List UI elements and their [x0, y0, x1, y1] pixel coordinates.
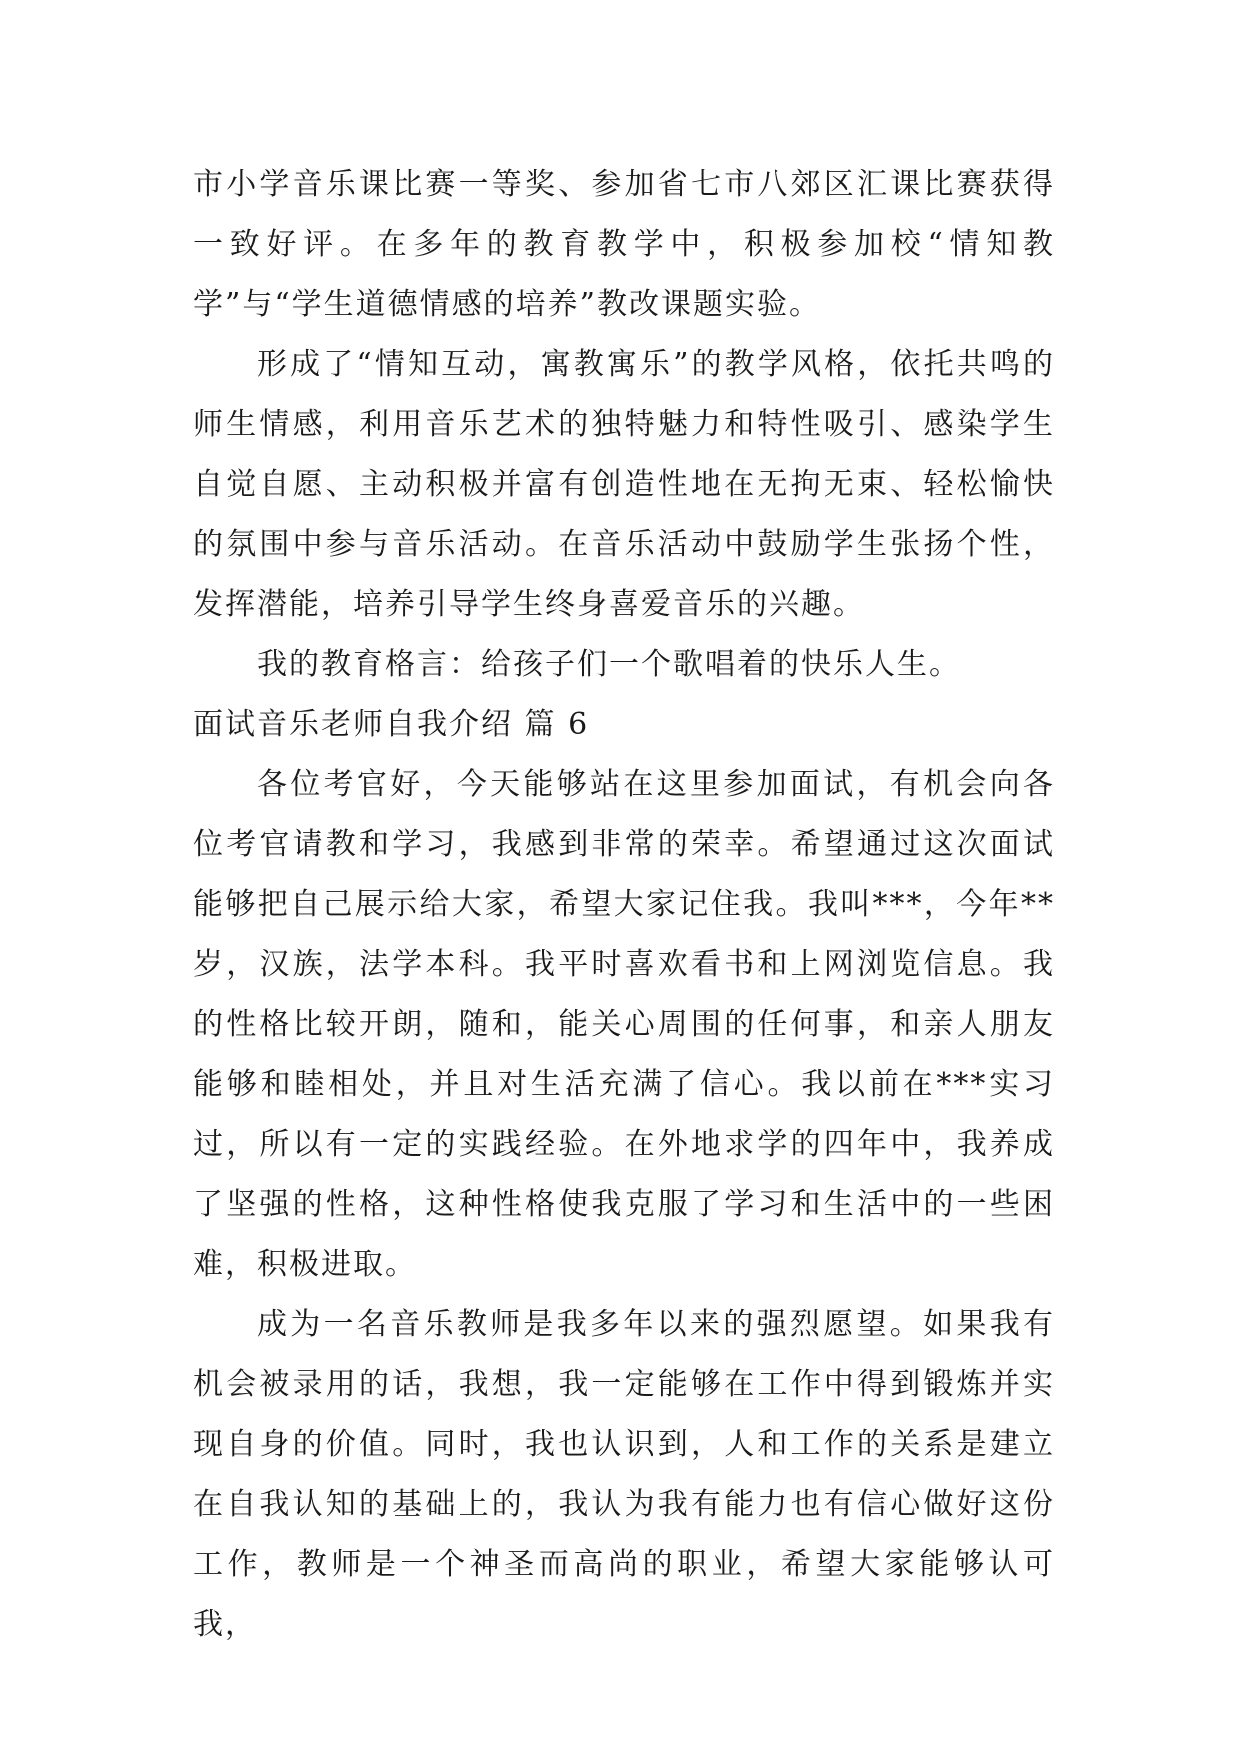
paragraph-motto: 我的教育格言：给孩子们一个歌唱着的快乐人生。 — [257, 647, 961, 682]
paragraph-teaching-style: 形成了“情知互动，寓教寓乐”的教学风格，依托共鸣的师生情感，利用音乐艺术的独特魅力和特性吸引、感染学生自觉自愿、主动积极并富有创造性地在无拘无束、轻松愉快的氛围中参与音乐活动。在音乐活动中鼓励学生张扬个性，发挥潜能，培养引导学生终身喜爱音乐的兴趣。 — [193, 347, 1055, 622]
paragraph-awards: 市小学音乐课比赛一等奖、参加省七市八郊区汇课比赛获得一致好评。在多年的教育教学中，积极参加校“情知教学”与“学生道德情感的培养”教改课题实验。 — [193, 167, 1055, 322]
paragraph-self-introduction: 各位考官好，今天能够站在这里参加面试，有机会向各位考官请教和学习，我感到非常的荣幸。希望通过这次面试能够把自己展示给大家，希望大家记住我。我叫***，今年**岁，汉族，法学本科。我平时喜欢看书和上网浏览信息。我的性格比较开朗，随和，能关心周围的任何事，和亲人朋友能够和睦相处，并且对生活充满了信心。我以前在***实习过，所以有一定的实践经验。在外地求学的四年中，我养成了坚强的性格，这种性格使我克服了学习和生活中的一些困难，积极进取。 — [193, 767, 1055, 1282]
section-heading: 面试音乐老师自我介绍 篇 6 — [193, 707, 590, 742]
paragraph-aspiration: 成为一名音乐教师是我多年以来的强烈愿望。如果我有机会被录用的话，我想，我一定能够在工作中得到锻炼并实现自身的价值。同时，我也认识到，人和工作的关系是建立在自我认知的基础上的，我认为我有能力也有信心做好这份工作，教师是一个神圣而高尚的职业，希望大家能够认可我， — [193, 1307, 1055, 1642]
document-body — [193, 155, 1055, 1655]
